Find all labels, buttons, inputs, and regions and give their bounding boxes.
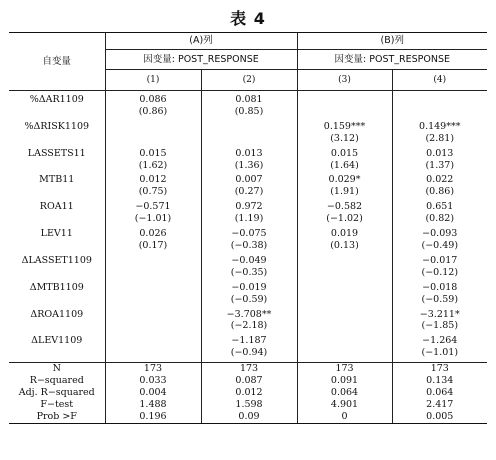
tstat-cell: (−1.01) <box>421 347 459 359</box>
stat-row <box>9 375 487 387</box>
coef-cell: 0.012 <box>105 174 201 186</box>
coef-cell: 0.013 <box>201 148 297 160</box>
stat-name: Adj. R−squared <box>9 387 105 399</box>
variable-name: ΔLASSET1109 <box>9 255 105 267</box>
tstat-cell <box>392 106 487 118</box>
tstat-label-blank <box>9 347 105 359</box>
stat-value: 173 <box>201 363 297 375</box>
tstat-cell <box>297 294 392 306</box>
tstat-cell: (−1.02) <box>297 213 392 225</box>
tstat-cell: (−0.94) <box>201 347 297 359</box>
tstat-cell: (−2.18) <box>201 320 297 332</box>
tstat-cell: (0.13) <box>297 240 392 252</box>
coef-cell <box>392 94 487 106</box>
tstat-row <box>9 213 487 225</box>
tstat-label-blank <box>9 294 105 306</box>
tstat-row <box>9 240 487 252</box>
coef-row <box>9 174 487 186</box>
coef-cell: −1.264 <box>422 335 458 347</box>
coef-cell: −3.708** <box>201 309 297 321</box>
col-number-3: (3) <box>297 70 392 91</box>
coef-cell: −0.075 <box>201 228 297 240</box>
tstat-cell <box>105 267 201 279</box>
variable-name: %ΔAR1109 <box>9 94 105 106</box>
tstat-cell: (1.62) <box>105 160 201 172</box>
col-number-4: (4) <box>392 70 487 91</box>
coef-cell: 0.015 <box>105 148 201 160</box>
coef-cell: −0.019 <box>201 282 297 294</box>
stat-value: 173 <box>105 363 201 375</box>
tstat-row <box>9 267 487 279</box>
tstat-cell: (−0.49) <box>421 239 459 251</box>
coef-cell: −0.017 <box>422 254 458 266</box>
stat-name: R−squared <box>9 375 105 387</box>
coef-cell: 0.086 <box>105 94 201 106</box>
coef-row <box>9 255 487 267</box>
tstat-row <box>9 160 487 172</box>
tstat-cell: (1.19) <box>201 213 297 225</box>
variable-name: ΔMTB1109 <box>9 282 105 294</box>
coef-cell: 0.007 <box>201 174 297 186</box>
coef-cell: 0.972 <box>201 201 297 213</box>
tstat-cell <box>105 347 201 359</box>
coef-cell: 0.019 <box>297 228 392 240</box>
coef-cell <box>297 255 392 267</box>
coef-cell <box>105 282 201 294</box>
coef-cell <box>105 309 201 321</box>
tstat-cell: (−1.85) <box>421 320 459 332</box>
variable-name: %ΔRISK1109 <box>9 121 105 133</box>
col-number-2: (2) <box>201 70 297 91</box>
coef-row <box>9 309 487 321</box>
tstat-cell: (0.27) <box>201 186 297 198</box>
coef-row <box>9 282 487 294</box>
coef-cell: 0.081 <box>201 94 297 106</box>
coef-cell <box>201 121 297 133</box>
coef-cell: −0.571 <box>105 201 201 213</box>
coef-cell: −0.093 <box>422 228 458 240</box>
stat-name: F−test <box>9 399 105 411</box>
stat-value: 1.598 <box>201 399 297 411</box>
stat-value: 2.417 <box>426 398 454 410</box>
coef-cell <box>105 335 201 347</box>
tstat-row <box>9 133 487 145</box>
coef-cell: −0.018 <box>422 281 458 293</box>
tstat-cell: (0.85) <box>201 106 297 118</box>
variable-name: LEV11 <box>9 228 105 240</box>
stat-row <box>9 387 487 399</box>
coef-cell: −1.187 <box>201 335 297 347</box>
coef-cell <box>297 309 392 321</box>
tstat-cell <box>297 106 392 118</box>
tstat-cell <box>105 294 201 306</box>
stat-value: 0.196 <box>105 411 201 423</box>
coef-row <box>9 335 487 347</box>
tstat-row <box>9 347 487 359</box>
tstat-cell: (1.37) <box>425 159 455 171</box>
coef-cell: 0.013 <box>426 147 454 159</box>
tstat-cell: (−0.59) <box>201 294 297 306</box>
group-header-row <box>9 33 487 50</box>
stat-name: N <box>9 363 105 375</box>
stat-value: 0.004 <box>105 387 201 399</box>
group-a-label: (A)列 <box>105 33 297 50</box>
tstat-label-blank <box>9 240 105 252</box>
tstat-cell <box>105 133 201 145</box>
tstat-cell: (0.86) <box>425 186 455 198</box>
tstat-cell: (1.91) <box>297 186 392 198</box>
tstat-cell: (−1.01) <box>105 213 201 225</box>
tstat-row <box>9 186 487 198</box>
coef-cell: 0.159*** <box>297 121 392 133</box>
stat-value: 0.033 <box>105 375 201 387</box>
coef-cell: −3.211* <box>419 308 460 320</box>
tstat-label-blank <box>9 213 105 225</box>
tstat-label-blank <box>9 106 105 118</box>
coef-cell <box>105 121 201 133</box>
stat-value: 1.488 <box>105 399 201 411</box>
row-label-header: 自变量 <box>9 33 105 91</box>
dep-var-a: 因变量: POST_RESPONSE <box>105 50 297 70</box>
tstat-cell: (−0.38) <box>201 240 297 252</box>
stat-row <box>9 411 487 423</box>
tstat-cell <box>297 320 392 332</box>
col-number-1: (1) <box>105 70 201 91</box>
variable-name: ΔROA1109 <box>9 309 105 321</box>
coef-cell: 0.026 <box>105 228 201 240</box>
coef-row <box>9 121 487 133</box>
tstat-cell: (2.81) <box>425 132 455 144</box>
tstat-cell: (1.64) <box>297 160 392 172</box>
stat-value: 0.09 <box>201 411 297 423</box>
variable-name: LASSETS11 <box>9 148 105 160</box>
coef-row <box>9 201 487 213</box>
tstat-cell: (0.86) <box>105 106 201 118</box>
coef-row <box>9 148 487 160</box>
tstat-cell: (0.82) <box>425 213 455 225</box>
tstat-cell <box>297 347 392 359</box>
tstat-cell: (−0.12) <box>421 266 459 278</box>
coef-cell: −0.582 <box>297 201 392 213</box>
coef-cell: 0.022 <box>426 174 454 186</box>
tstat-label-blank <box>9 160 105 172</box>
tstat-cell: (−0.59) <box>421 293 459 305</box>
coef-cell: 0.015 <box>297 148 392 160</box>
variable-name: ROA11 <box>9 201 105 213</box>
coef-cell <box>105 255 201 267</box>
coef-row <box>9 228 487 240</box>
coef-cell <box>297 282 392 294</box>
variable-name: MTB11 <box>9 174 105 186</box>
table-title: 表 4 <box>230 9 266 28</box>
stat-value: 0.091 <box>297 375 392 387</box>
stat-value: 0.005 <box>392 411 487 423</box>
group-b-label: (B)列 <box>297 33 487 50</box>
stat-row <box>9 363 487 375</box>
variable-name: ΔLEV1109 <box>9 335 105 347</box>
coef-cell: 0.029* <box>297 174 392 186</box>
stat-value: 0 <box>297 411 392 423</box>
regression-table <box>9 32 487 424</box>
stat-value: 0.134 <box>426 375 454 387</box>
tstat-cell: (1.36) <box>201 160 297 172</box>
coef-cell: −0.049 <box>201 255 297 267</box>
stat-value: 0.087 <box>201 375 297 387</box>
stat-value: 0.012 <box>201 387 297 399</box>
tstat-label-blank <box>9 320 105 332</box>
tstat-label-blank <box>9 133 105 145</box>
tstat-cell: (0.75) <box>105 186 201 198</box>
dep-var-b: 因变量: POST_RESPONSE <box>297 50 487 70</box>
tstat-label-blank <box>9 186 105 198</box>
stat-name: Prob >F <box>9 411 105 423</box>
stat-row <box>9 399 487 411</box>
tstat-cell <box>105 320 201 332</box>
tstat-cell: (3.12) <box>297 133 392 145</box>
coef-row <box>9 94 487 106</box>
tstat-row <box>9 320 487 332</box>
stat-value: 173 <box>297 363 392 375</box>
table-body <box>9 91 487 424</box>
stat-value: 0.064 <box>297 387 392 399</box>
tstat-cell <box>297 267 392 279</box>
tstat-row <box>9 294 487 306</box>
coef-cell: 0.149*** <box>419 120 461 132</box>
tstat-row <box>9 106 487 118</box>
stat-value: 4.901 <box>297 399 392 411</box>
stat-value: 173 <box>392 363 487 375</box>
tstat-cell <box>201 133 297 145</box>
stat-value: 0.064 <box>426 386 454 398</box>
coef-cell <box>297 335 392 347</box>
tstat-cell: (0.17) <box>105 240 201 252</box>
coef-cell <box>297 94 392 106</box>
tstat-label-blank <box>9 267 105 279</box>
tstat-cell: (−0.35) <box>201 267 297 279</box>
coef-cell: 0.651 <box>426 201 454 213</box>
